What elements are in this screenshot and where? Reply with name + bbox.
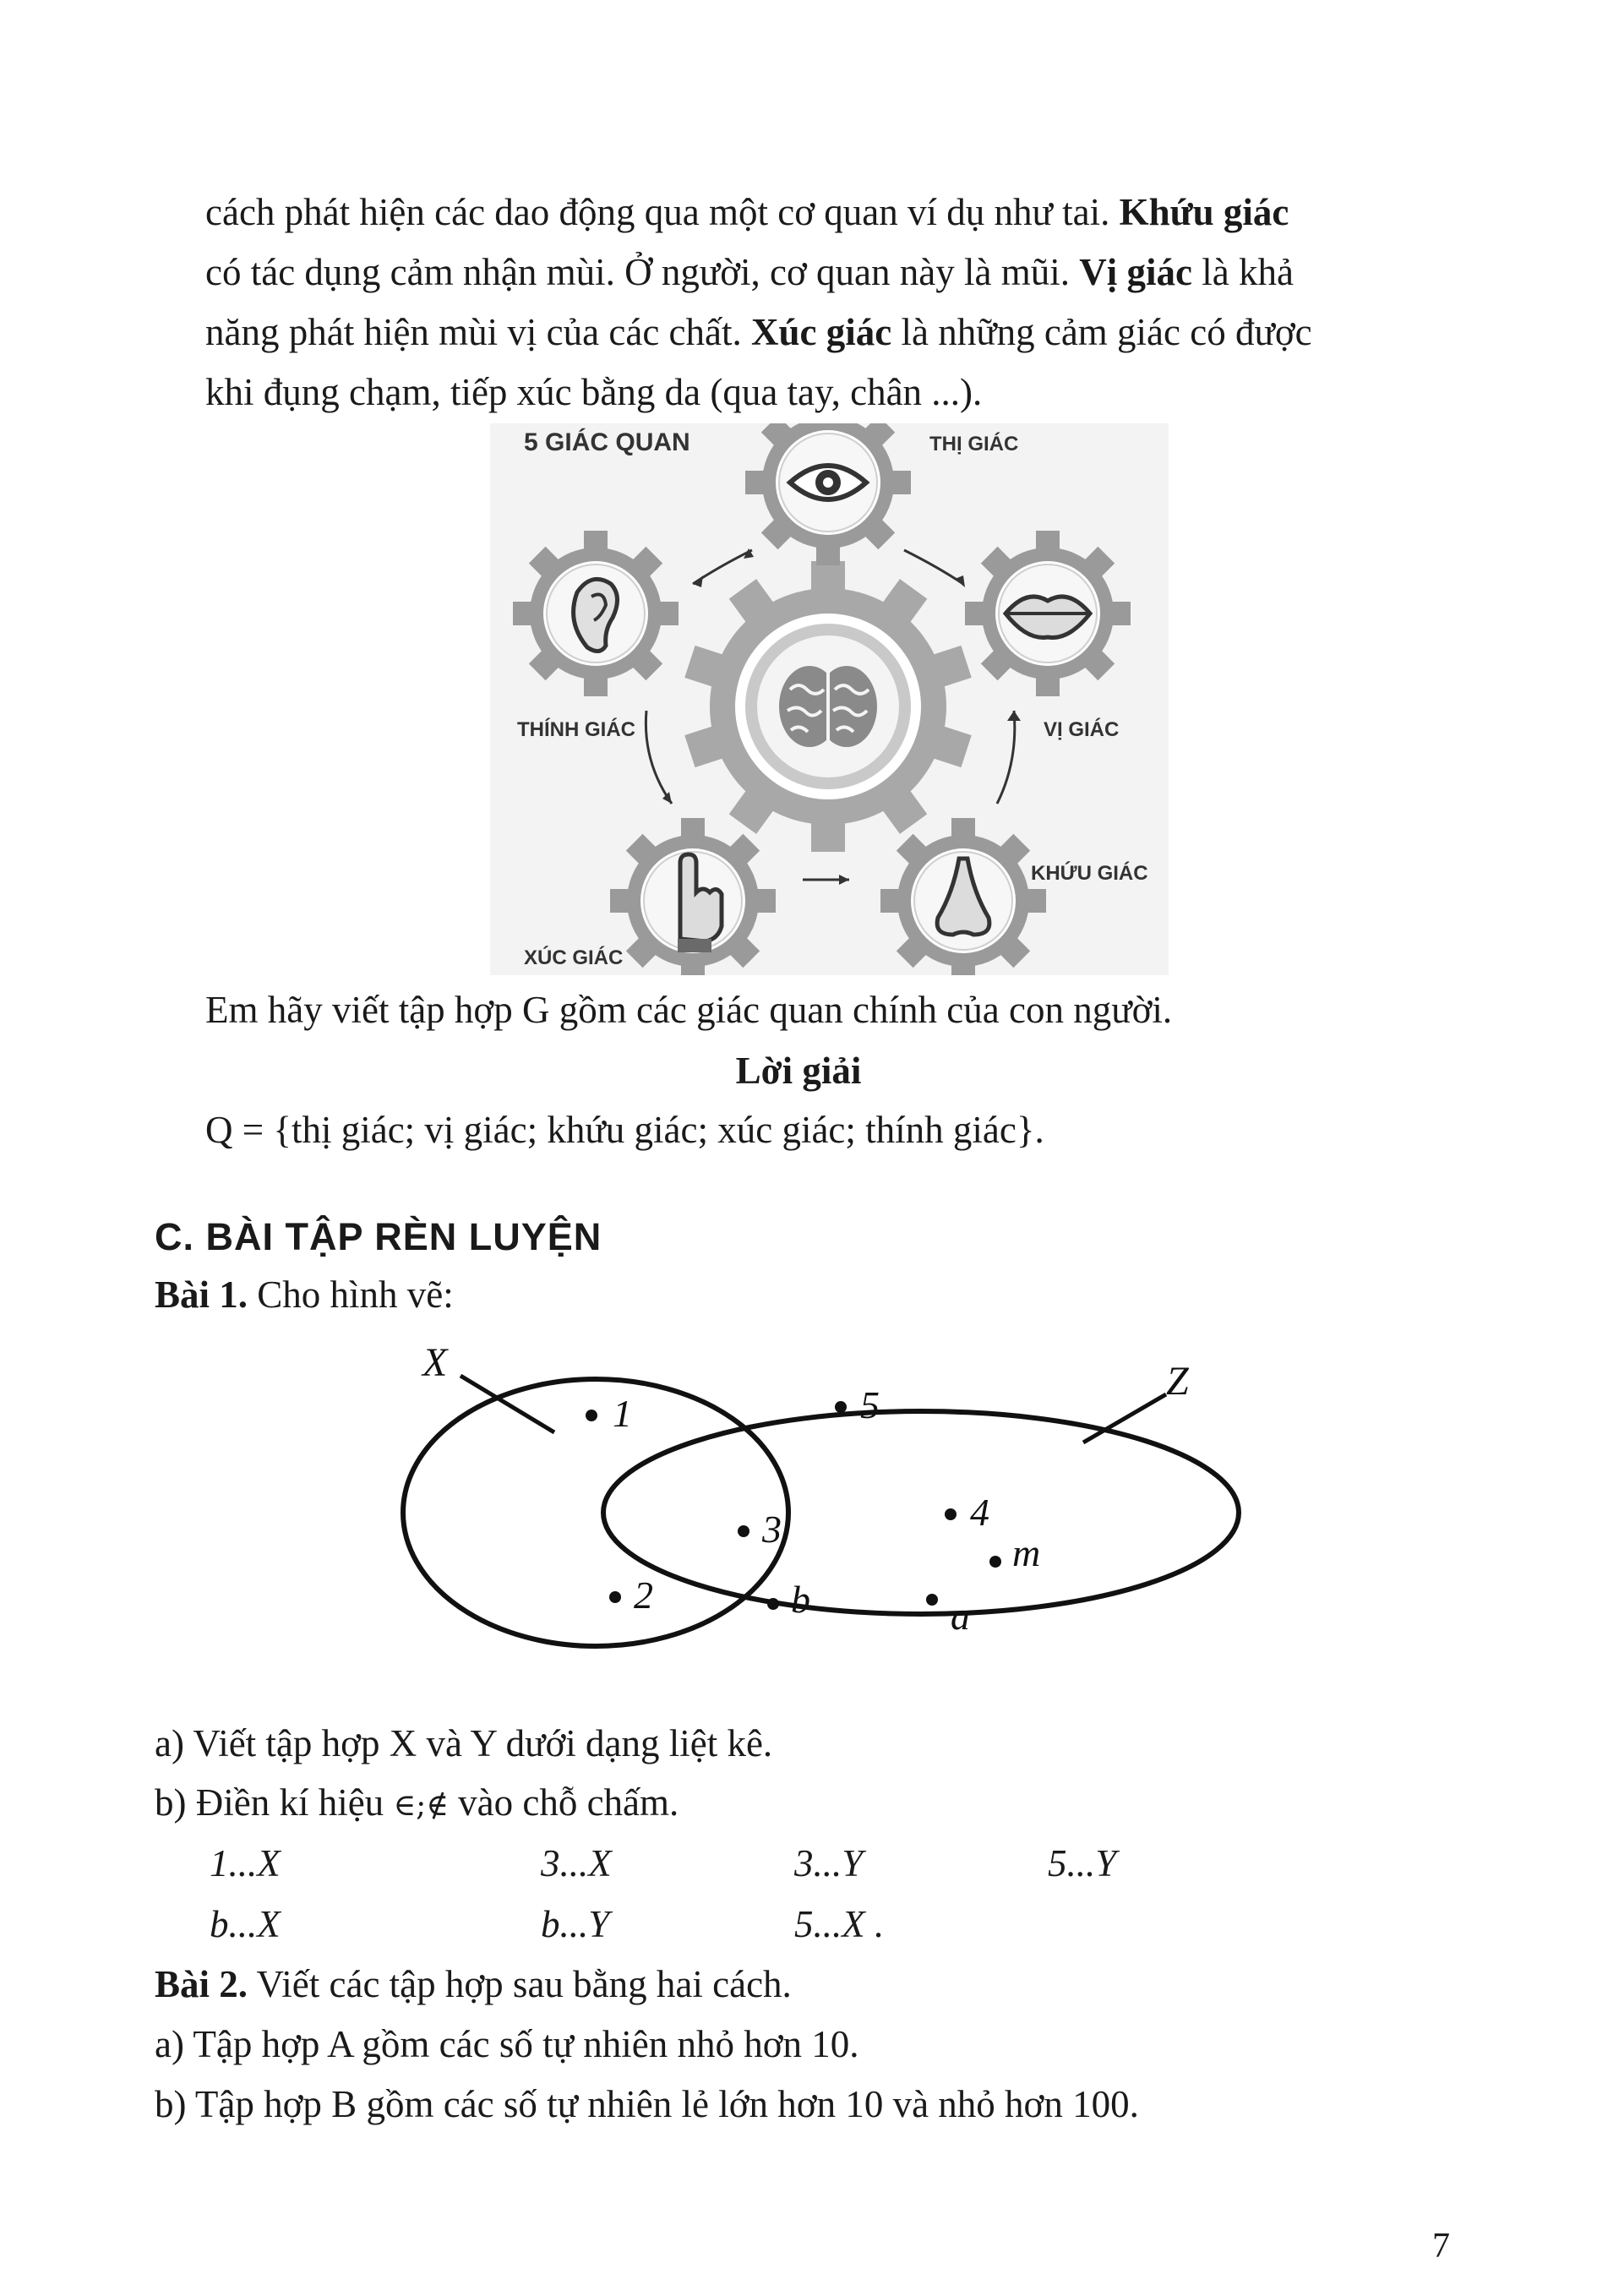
point-label-m: m bbox=[1012, 1531, 1041, 1574]
blanks-row-1 bbox=[0, 1834, 1597, 1894]
point-dot-3 bbox=[738, 1525, 749, 1537]
label-touch: XÚC GIÁC bbox=[524, 946, 624, 969]
blank-item: 3...X bbox=[541, 1842, 612, 1884]
label-hearing: THÍNH GIÁC bbox=[517, 718, 635, 741]
point-dot-2 bbox=[609, 1591, 621, 1603]
five-senses-figure bbox=[490, 423, 1169, 975]
intro-line-4: khi đụng chạm, tiếp xúc bằng da (qua tay, chân ...). bbox=[205, 371, 983, 413]
point-dot-4 bbox=[945, 1508, 957, 1520]
point-label-a: a bbox=[951, 1595, 970, 1638]
exercise-2-part-a: a) Tập hợp A gồm các số tự nhiên nhỏ hơn 10. bbox=[155, 2023, 859, 2065]
set-z-label: Z bbox=[1166, 1359, 1189, 1404]
blank-item: b...X bbox=[210, 1903, 281, 1945]
label-sight: THỊ GIÁC bbox=[929, 433, 1019, 455]
point-label-b: b bbox=[791, 1578, 810, 1621]
exercise-1-part-b: b) Điền kí hiệu ∈;∉ vào chỗ chấm. bbox=[155, 1781, 679, 1824]
set-z-ellipse bbox=[603, 1411, 1239, 1614]
intro-paragraph bbox=[205, 183, 1456, 423]
intro-line-3: năng phát hiện mùi vị của các chất. Xúc giác là những cảm giác có được bbox=[205, 311, 1312, 353]
figure-title: 5 GIÁC QUAN bbox=[524, 428, 690, 456]
exercise-1-heading: Bài 1. Cho hình vẽ: bbox=[155, 1273, 454, 1316]
point-label-5: 5 bbox=[860, 1383, 880, 1426]
point-label-3: 3 bbox=[762, 1508, 782, 1551]
point-dot-m bbox=[989, 1556, 1001, 1568]
solution-text: Q = {thị giác; vị giác; khứu giác; xúc giác; thính giác}. bbox=[205, 1109, 1044, 1151]
blanks-row-2 bbox=[0, 1895, 1597, 1955]
section-title: C. BÀI TẬP RÈN LUYỆN bbox=[155, 1215, 602, 1258]
point-dot-b bbox=[767, 1598, 779, 1610]
blank-item: 1...X bbox=[210, 1842, 281, 1884]
question-text: Em hãy viết tập hợp G gồm các giác quan chính của con người. bbox=[205, 989, 1173, 1031]
intro-line-1: cách phát hiện các dao động qua một cơ quan ví dụ như tai. Khứu giác bbox=[205, 191, 1289, 233]
venn-diagram bbox=[397, 1327, 1242, 1699]
set-x-label: X bbox=[422, 1340, 448, 1385]
point-dot-a bbox=[926, 1594, 938, 1606]
point-label-4: 4 bbox=[970, 1491, 989, 1534]
exercise-2-heading: Bài 2. Viết các tập hợp sau bằng hai cách. bbox=[155, 1963, 792, 2005]
hearing-gear bbox=[513, 531, 679, 696]
exercise-1-part-a: a) Viết tập hợp X và Y dưới dạng liệt kê. bbox=[155, 1722, 773, 1764]
blank-item: 5...Y bbox=[1048, 1842, 1117, 1884]
point-dot-1 bbox=[586, 1410, 597, 1421]
blank-item: 5...X . bbox=[794, 1903, 885, 1945]
blank-item: b...Y bbox=[541, 1903, 610, 1945]
point-dot-5 bbox=[835, 1401, 847, 1413]
brain-icon bbox=[779, 666, 877, 747]
page-number: 7 bbox=[1432, 2227, 1450, 2266]
intro-line-2: có tác dụng cảm nhận mùi. Ở người, cơ quan này là mũi. Vị giác là khả bbox=[205, 251, 1294, 293]
point-label-2: 2 bbox=[634, 1573, 653, 1617]
label-smell: KHỨU GIÁC bbox=[1031, 862, 1148, 885]
solution-title: Lời giải bbox=[735, 1050, 862, 1092]
label-taste: VỊ GIÁC bbox=[1044, 718, 1120, 741]
exercise-2-part-b: b) Tập hợp B gồm các số tự nhiên lẻ lớn hơn 10 và nhỏ hơn 100. bbox=[155, 2083, 1139, 2125]
taste-gear bbox=[965, 531, 1131, 696]
blank-item: 3...Y bbox=[794, 1842, 864, 1884]
point-label-1: 1 bbox=[613, 1392, 632, 1435]
